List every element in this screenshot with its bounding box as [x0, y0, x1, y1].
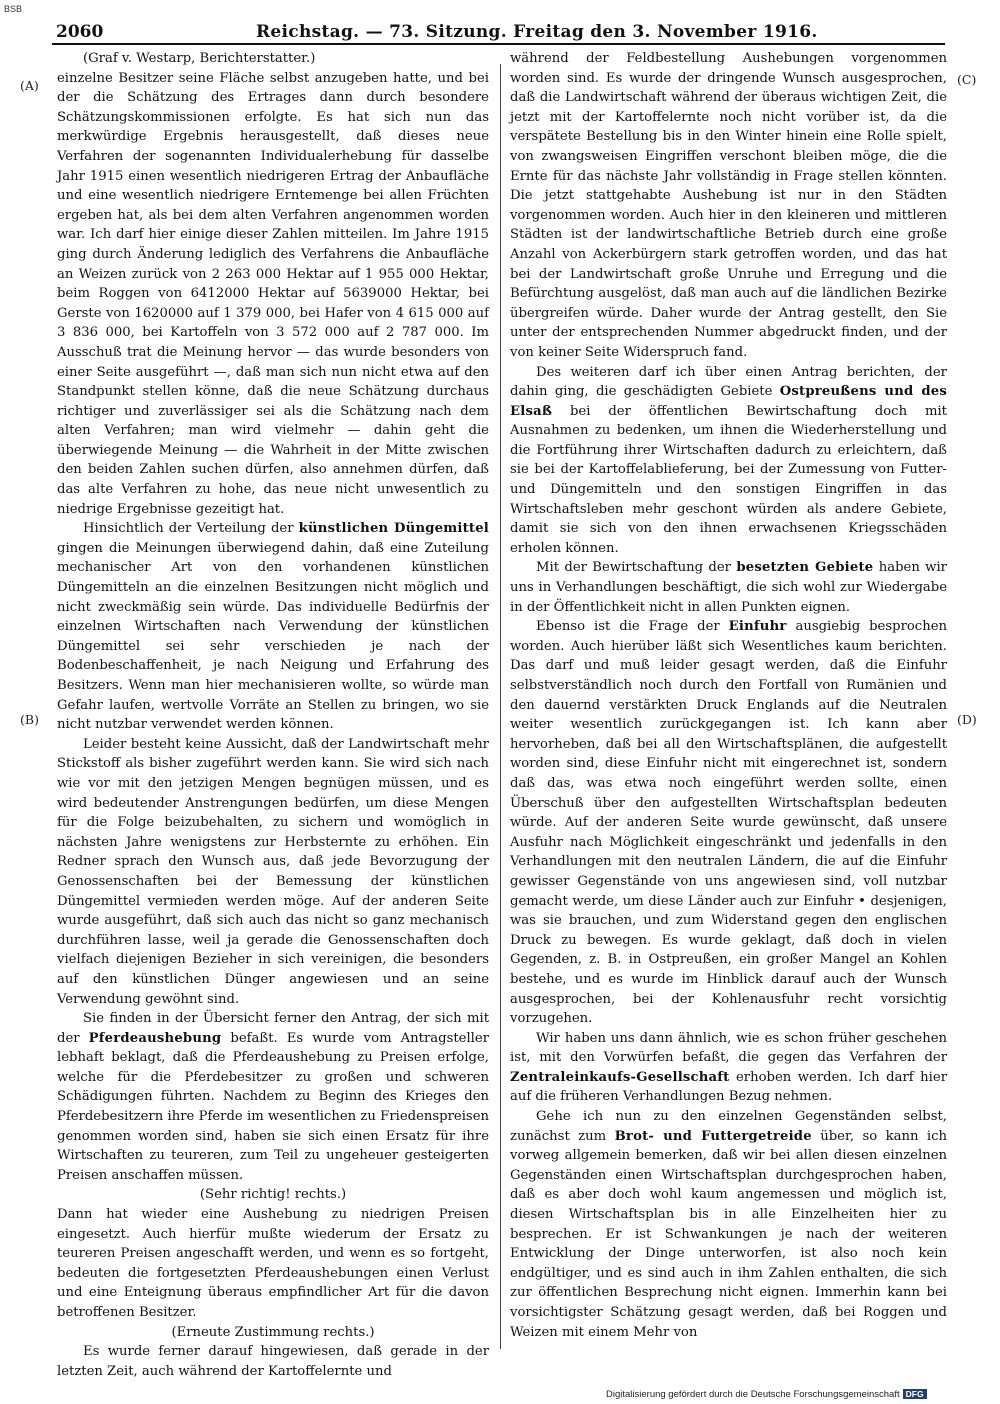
text-run: über, so kann ich vorweg allgemein bemerken, daß wir bei allen diesen einzelnen Gegenständen einen Wirtschaftsplan durchgesprochen haben, daß es aber doch wohl kaum angemessen und möglich ist, diesen Wirtschaftsplan bis in alle Einzelheiten hier zu besprechen. Er ist Schwankungen je nach der weiteren Entwicklung der Dinge unterworfen, ist also noch kein endgültiger, und es sind auch in ihm Zahlen enthalten, die sich zur öffentlichen Besprechung nicht eignen. Immerhin kann bei vorsichtigster Schätzung gesagt werden, daß bei Roggen und Weizen mit einem Mehr von [510, 1128, 947, 1340]
margin-mark-b: (B) [20, 712, 39, 727]
text-run: bei der öffentlichen Bewirtschaftung doch mit Ausnahmen zu bedenken, um ihnen die Wiederherstellung und die Fortführung ihrer Wirtschaften dadurch zu erleichtern, daß sie bei der Kartoffelablieferung, bei der Zumessung von Futter- und Düngemitteln und den sonstigen Eingriffen in das Wirtschaftsleben mehr geschont würden als andere Gebiete, damit sie sich von den ihnen erwachsenen Kriegsschäden erholen können. [510, 403, 947, 556]
text-run: gingen die Meinungen überwiegend dahin, daß eine Zuteilung mechanischer Art von den vorhandenen künstlichen Düngemitteln an die einzelnen Besitzungen nicht möglich und nicht zweckmäßig sein würde. Das individuelle Bedürfnis der einzelnen Wirtschaften nach Verwendung der künstlichen Düngemittel sei sehr verschieden je nach der Bodenbeschaffenheit, je nach Neigung und Erfahrung des Besitzers. Wenn man hier mechanisieren wollte, so würde man Gefahr laufen, wertvolle Vorräte an Stellen zu bringen, wo sie nicht nutzbar verwendet werden können. [57, 540, 489, 733]
text-run: Gehe ich nun zu den einzelnen Gegenständen selbst, zunächst zum [510, 1109, 947, 1144]
paragraph [510, 558, 947, 617]
header-rule [52, 43, 945, 45]
emphasis-term: besetzten Gebiete [736, 560, 874, 576]
left-column [57, 49, 489, 1381]
column-divider [500, 64, 501, 1349]
paragraph: Dann hat wieder eine Aushebung zu niedrigen Preisen eingesetzt. Auch hierfür mußte wiederum der Ersatz zu teureren Preisen angeschafft werden, und wenn es so fortgeht, bedeuten die fortgesetzten Pferdeaushebungen einen Verlust und eine Enteignung überaus empfindlicher Art für die davon betroffenen Besitzer. [57, 1207, 489, 1320]
paragraph: Es wurde ferner darauf hingewiesen, daß gerade in der letzten Zeit, auch während der Kartoffelernte und [57, 1344, 489, 1379]
margin-mark-d: (D) [957, 712, 977, 727]
interjection: (Sehr richtig! rechts.) [199, 1187, 347, 1203]
emphasis-term: Zentraleinkaufs-Gesellschaft [510, 1069, 730, 1085]
funding-footer [606, 1389, 992, 1403]
footer-text: Digitalisierung gefördert durch die Deutsche Forschungsgemeinschaft [606, 1389, 900, 1400]
text-run: befaßt. Es wurde vom Antragsteller lebhaft beklagt, daß die Pferdeaushebung zu Preisen erfolge, welche für die Pferdebesitzer zu großen und schweren Schädigungen führten. Nachdem zu Beginn des Krieges den Pferdebesitzern ihre Pferde im wesentlichen zu Friedenspreisen genommen worden sind, haben sie sich einen Ersatz für ihre Wirtschaften zu teureren, zum Teil zu ungeheuer gesteigerten Preisen anschaffen müssen. [57, 1030, 489, 1183]
emphasis-term: Einfuhr [728, 619, 787, 635]
text-run: Mit der Bewirtschaftung der [536, 560, 737, 576]
paragraph [510, 363, 947, 559]
speaker-label: (Graf v. Westarp, Berichterstatter.) [83, 51, 316, 66]
paragraph: Leider besteht keine Aussicht, daß der Landwirtschaft mehr Stickstoff als bisher zugeführt werden kann. Sie wird sich nach wie vor mit den jetzigen Mengen begnügen müssen, und es wird bedeutender Anstrengungen bedürfen, um diese Mengen für die Folge beizubehalten, zu sichern und womöglich in nächsten Jahre wenigstens zur Herbsternte zu erhöhen. Ein Redner sprach den Wunsch aus, daß jede Bevorzugung der Genossenschaften bei der Bemessung der künstlichen Düngemittel vermieden werden möge. Auf der anderen Seite wurde ausgeführt, daß sich auch das nicht so ganz mechanisch durchführen lasse, weil ja gerade die Genossenschaften doch vielfach diejenigen Bezieher in sich vereinigen, die besonders auf den künstlichen Dünger angewiesen und an seine Verwendung gewöhnt sind. [57, 736, 489, 1007]
text-run: erhoben werden. Ich darf hier auf die früheren Verhandlungen Bezug nehmen. [510, 1069, 947, 1105]
text-run: Hinsichtlich der Verteilung der [83, 521, 299, 537]
emphasis-term: Ostpreußens und des Elsaß [510, 384, 947, 419]
paragraph: einzelne Besitzer seine Fläche selbst anzugeben hatte, und bei der die Schätzung des Ertrages dann durch besondere Schätzungskommissionen erfolgte. Es hat sich nun das merkwürdige Ergebnis herausgestellt, daß dieses neue Verfahren der sogenannten Individualerhebung für dasselbe Jahr 1915 einen wesentlich niedrigeren Ertrag der Anbaufläche und eine wesentlich niedrigere Erntemenge bei allen Früchten ergeben hat, als bei dem alten Verfahren angenommen worden war. Ich darf hier einige dieser Zahlen mitteilen. Im Jahre 1915 ging durch Änderung lediglich des Verfahrens die Anbaufläche an Weizen zurück von 2 263 000 Hektar auf 1 955 000 Hektar, beim Roggen von 6412000 Hektar auf 5639000 Hektar, bei Gerste von 1620000 auf 1 379 000, bei Hafer von 4 615 000 auf 3 836 000, bei Kartoffeln von 3 572 000 auf 2 787 000. Im Ausschuß trat die Meinung hervor — das wurde besonders von einer Seite ausgeführt —, daß man sich nun nicht etwa auf den Standpunkt stellen könne, daß die neue Schätzung durchaus richtiger und zuverlässiger sei als die Schätzung nach dem alten Verfahren; man wird vielmehr — dahin geht die überwiegende Meinung — die Wahrheit in der Mitte zwischen den beiden Zahlen suchen dürfen, also annehmen dürfen, daß das alte Verfahren zu hohe, das neue nicht unwesentlich zu niedrige Ergebnisse gezeitigt hat. [57, 70, 489, 517]
emphasis-term: künstlichen Düngemittel [298, 521, 490, 537]
emphasis-term: Pferdeaushebung [88, 1030, 222, 1046]
margin-mark-a: (A) [20, 78, 39, 93]
text-run: Sie finden in der Übersicht ferner den Antrag, der sich mit der [57, 1011, 489, 1046]
paragraph [510, 1029, 947, 1107]
text-run: Des weiteren darf ich über einen Antrag berichten, der dahin ging, die geschädigten Gebiete [510, 364, 947, 400]
emphasis-term: Brot- und Futtergetreide [614, 1128, 812, 1144]
text-run: Ebenso ist die Frage der [536, 619, 729, 635]
text-run: Wir haben uns dann ähnlich, wie es schon früher geschehen ist, mit den Vorwürfen befaßt, die gegen das Verfahren der [510, 1030, 947, 1066]
library-stamp: BSB [4, 4, 23, 14]
paragraph [57, 1009, 489, 1185]
paragraph [510, 1107, 947, 1342]
dfg-logo: DFG [903, 1389, 927, 1399]
paragraph: während der Feldbestellung Aushebungen vorgenommen worden sind. Es wurde der dringende Wunsch ausgesprochen, daß die Landwirtschaft während der überaus wichtigen Zeit, die jetzt mit der Kartoffelernte noch nicht vorüber ist, da die verspätete Bestellung bis in den Winter hinein eine Rolle spielt, von zwangsweisen Eingriffen verschont bleiben möge, die die Ernte für das nächste Jahr vollständig in Frage stellen könnten. Die jetzt stattgehabte Aushebung ist nur in den Städten vorgenommen worden. Auch hier in den kleineren und mittleren Städten ist der landwirtschaftliche Betrieb durch eine große Anzahl von Ackerbürgern stark getroffen worden, und das hat bei der Landwirtschaft große Unruhe und Erregung und die Befürchtung ausgelöst, daß man auch auf die ländlichen Bezirke übergreifen würde. Daher wurde der Antrag gestellt, den Sie unter der entsprechenden Nummer abgedruckt finden, und der von keiner Seite Widerspruch fand. [510, 51, 947, 360]
page-title: Reichstag. — 73. Sitzung. Freitag den 3. November 1916. [256, 22, 818, 42]
paragraph [510, 617, 947, 1028]
margin-mark-c: (C) [957, 72, 977, 87]
page-number: 2060 [56, 22, 104, 42]
text-run: haben wir uns in Verhandlungen beschäftigt, die sich wohl zur Wiedergabe in der Öffentlichkeit nicht in allen Punkten eignen. [510, 560, 947, 615]
right-column [510, 49, 947, 1342]
interjection: (Erneute Zustimmung rechts.) [171, 1324, 375, 1340]
paragraph [57, 519, 489, 735]
text-run: ausgiebig besprochen worden. Auch hierüber läßt sich Wesentliches kaum berichten. Das darf und muß leider gesagt werden, daß die Einfuhr selbstverständlich noch durch den Fortfall von Rumänien und den dauernd verstärkten Druck Englands auf die Neutralen weiter wesentlich zurückgegangen ist. Ich kann aber hervorheben, daß bei all den Wirtschaftsplänen, die aufgestellt worden sind, diese Einfuhr nicht mit eingerechnet ist, sondern daß das, was etwa noch eingeführt werden sollte, einen Überschuß über den aufgestellten Wirtschaftsplan bedeuten würde. Auf der anderen Seite wurde gewünscht, daß unsere Ausfuhr nach Möglichkeit eingeschränkt und jedenfalls in den Verhandlungen mit den neutralen Ländern, die auf die Einfuhr gewisser Gegenstände von uns angewiesen sind, voll nutzbar gemacht werde, um diese Länder auch zur Einfuhr • desjenigen, was sie brauchen, und zum Widerstand gegen den englischen Druck zu bewegen. Es wurde geklagt, daß doch in vielen Gegenden, z. B. in Ostpreußen, ein großer Mangel an Kohlen bestehe, und es wurde im Hinblick darauf auch der Wunsch ausgesprochen, bei der Kohlenausfuhr recht vorsichtig vorzugehen. [510, 619, 947, 1027]
